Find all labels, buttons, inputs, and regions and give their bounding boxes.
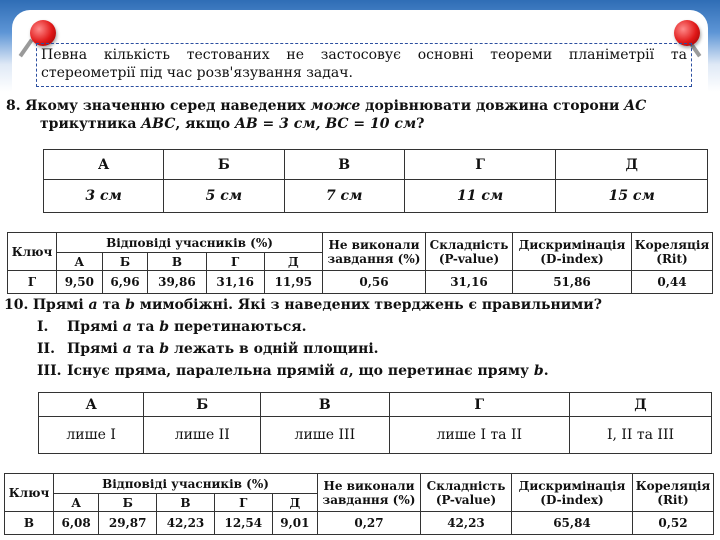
q8-text-2: дорівнювати довжина сторони [360, 98, 625, 114]
stats-letter: В [157, 494, 215, 512]
option-key: Д [570, 393, 712, 417]
table-row [8, 271, 713, 294]
stats-answer: 12,54 [214, 512, 272, 535]
stats-header-answers: Відповіді учасників (%) [57, 233, 323, 253]
statement-var: a [122, 319, 132, 335]
option-key: А [44, 150, 164, 180]
statement-number: III. [37, 363, 62, 379]
q8-options-table [43, 149, 708, 213]
statement-text: . [543, 363, 549, 379]
option-value: I, II та III [570, 417, 712, 454]
stats-letter: Г [214, 494, 272, 512]
statement-text: та [131, 341, 160, 357]
option-key: Б [164, 150, 284, 180]
option-key: В [261, 393, 389, 417]
q10-statement-1 [37, 318, 306, 336]
option-value: лише I [39, 417, 144, 454]
stats-answer: 6,08 [54, 512, 99, 535]
option-key: В [284, 150, 404, 180]
q10-stats-table [4, 473, 714, 535]
stats-header-difficulty: Складність (P-value) [426, 233, 513, 271]
option-value: 11 см [404, 180, 556, 213]
option-key: Г [404, 150, 556, 180]
q8-emph: може [310, 98, 361, 114]
option-key: Б [144, 393, 261, 417]
statement-text: Прямі [67, 319, 123, 335]
option-value: 3 см [44, 180, 164, 213]
stats-letter: А [57, 253, 103, 271]
stats-answer: 11,95 [264, 271, 322, 294]
q10-options-table [38, 392, 712, 454]
stats-letter: В [148, 253, 206, 271]
stats-correlation: 0,44 [632, 271, 713, 294]
statement-number: II. [37, 341, 55, 357]
statement-text: лежать в одній площині. [169, 341, 379, 357]
q8-text-1: Якому значенню серед наведених [25, 98, 311, 114]
question-8 [6, 97, 716, 133]
stats-notdone: 0,56 [323, 271, 426, 294]
stats-correlation: 0,52 [633, 512, 714, 535]
q8-var-ac: AC [624, 98, 647, 114]
stats-difficulty: 31,16 [426, 271, 513, 294]
stats-answer: 39,86 [148, 271, 206, 294]
statement-var: b [159, 341, 170, 357]
question-10 [4, 296, 716, 314]
table-row [5, 512, 714, 535]
question-number: 10. [4, 297, 29, 313]
stats-header-difficulty: Складність (P-value) [421, 474, 512, 512]
stats-header-notdone: Не виконали завдання (%) [318, 474, 421, 512]
stats-letter: Д [264, 253, 322, 271]
stats-letter: А [54, 494, 99, 512]
statement-text: Існує пряма, паралельна прямій [67, 363, 340, 379]
statement-var: a [339, 363, 349, 379]
stats-difficulty: 42,23 [421, 512, 512, 535]
stats-answer: 6,96 [102, 271, 148, 294]
stats-answer: 31,16 [206, 271, 264, 294]
option-value: лише II [144, 417, 261, 454]
option-value: 7 см [284, 180, 404, 213]
q8-var-abc: ABC [141, 116, 176, 132]
statement-var: a [122, 341, 132, 357]
statement-text: та [131, 319, 160, 335]
statement-number: I. [37, 319, 49, 335]
option-key: Г [389, 393, 569, 417]
note-box [36, 43, 692, 87]
question-number: 8. [6, 98, 21, 114]
q10-var-a: a [88, 297, 98, 313]
stats-header-notdone: Не виконали завдання (%) [323, 233, 426, 271]
q10-stem-2: та [97, 297, 126, 313]
q8-text-5: ? [416, 116, 425, 132]
stats-answer: 9,50 [57, 271, 103, 294]
option-value: 15 см [556, 180, 708, 213]
stats-answer: 9,01 [272, 512, 317, 535]
stats-letter: Б [102, 253, 148, 271]
stats-header-correlation: Кореляція (Rit) [633, 474, 714, 512]
option-value: 5 см [164, 180, 284, 213]
option-key: А [39, 393, 144, 417]
stats-letter: Г [206, 253, 264, 271]
note-text: Певна кількість тестованих не застосовує основні теореми планіметрії та стереометрії під час розв'язування задач. [41, 47, 687, 81]
q10-statement-3 [37, 362, 549, 380]
stats-letter: Б [99, 494, 157, 512]
statement-text: , що перетинає пряму [348, 363, 534, 379]
option-value: лише III [261, 417, 389, 454]
q8-given: AB = 3 см, BC = 10 см [234, 116, 417, 132]
stats-key: Г [8, 271, 57, 294]
q10-stem-1: Прямі [32, 297, 89, 313]
q10-var-b: b [125, 297, 135, 313]
statement-var: b [159, 319, 170, 335]
stats-header-answers: Відповіді учасників (%) [54, 474, 318, 494]
stats-notdone: 0,27 [318, 512, 421, 535]
stats-discrimination: 51,86 [513, 271, 632, 294]
q10-statement-2 [37, 340, 379, 358]
statement-text: перетинаються. [169, 319, 307, 335]
stats-header-discrimination: Дискримінація (D-index) [512, 474, 633, 512]
option-value: лише I та II [389, 417, 569, 454]
stats-discrimination: 65,84 [512, 512, 633, 535]
stats-answer: 42,23 [157, 512, 215, 535]
stats-key: В [5, 512, 54, 535]
stats-letter: Д [272, 494, 317, 512]
q8-stats-table [7, 232, 713, 294]
stats-header-key: Ключ [8, 233, 57, 271]
stats-header-key: Ключ [5, 474, 54, 512]
statement-text: Прямі [67, 341, 123, 357]
q10-stem-3: мимобіжні. Які з наведених тверджень є правильними? [134, 297, 602, 313]
option-key: Д [556, 150, 708, 180]
q8-text-3: трикутника [40, 116, 142, 132]
stats-answer: 29,87 [99, 512, 157, 535]
q8-text-4: , якщо [175, 116, 235, 132]
stats-header-correlation: Кореляція (Rit) [632, 233, 713, 271]
stats-header-discrimination: Дискримінація (D-index) [513, 233, 632, 271]
statement-var: b [533, 363, 544, 379]
